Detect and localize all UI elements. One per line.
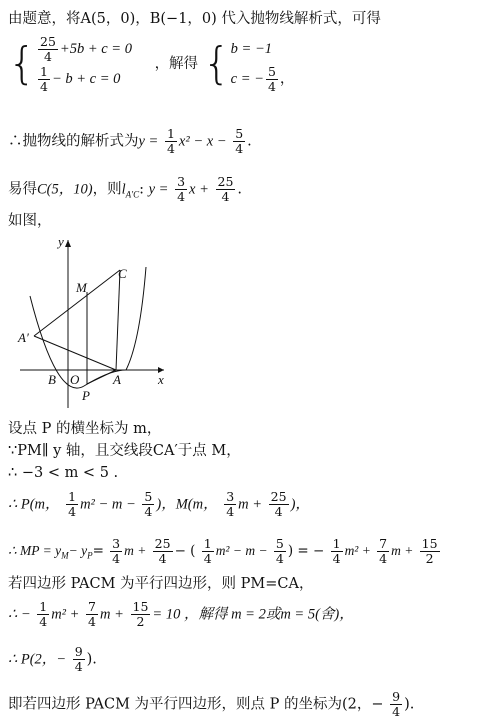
line-p-result: ∴ P(2，− $\frac{9}{4}$ ). <box>8 644 97 674</box>
label-m: M <box>76 280 87 295</box>
line-parabola: ∴抛物线的解析式为y = $\frac{1}{4}$ x² − x − $\frac{5}{4}$ . <box>8 126 252 156</box>
label-p: P <box>82 388 90 403</box>
system-2 <box>231 34 295 94</box>
system-1-row-1: $\frac{25}{4}$ +5b + c = 0 <box>40 33 132 64</box>
equation-system <box>8 34 294 94</box>
label-a-prime: A′ <box>18 330 29 345</box>
system-2-row-1: b = −1 <box>230 41 272 57</box>
line-figure-label: 如图， <box>8 213 52 229</box>
system-1-row-2: $\frac{1}{4}$ − b + c = 0 <box>40 63 121 94</box>
y-arrow <box>65 240 71 247</box>
system-1 <box>36 34 132 94</box>
solve-word: ，解得 <box>154 56 199 72</box>
segment-a1-a <box>34 336 116 370</box>
figure <box>12 232 172 410</box>
label-x: x <box>158 372 164 387</box>
line-intro: 由题意，将A(5，0)，B(−1，0) 代入抛物线解析式，可得 <box>8 11 381 27</box>
system-2-row-2: c = − $\frac{5}{4}$ ， <box>230 63 295 94</box>
line-set-p: 设点 P 的横坐标为 m， <box>8 421 162 437</box>
left-brace-1: { <box>8 38 36 89</box>
line-mp-length: ∴ MP = $y_M- y_P=$ $\frac{3}{4}$ m + $\frac{25}{4}$ − ( $\frac{1}{4}$ m² − m − $\frac{5}{4}$ ) = − $\frac{1}{4}$ m² + $\frac{7}{4}$ m + $\frac{15}{2}$ <box>8 536 438 566</box>
line-solve-m: ∴ − $\frac{1}{4}$ m² + $\frac{7}{4}$ m + $\frac{15}{2}$ = 10 ，解得 m = 2或m = 5(舍)， <box>8 599 354 629</box>
line-pm-parallel: ∵PM∥ y 轴，且交线段CA′于点 M， <box>8 443 241 459</box>
line-p-m-coords: ∴ P(m， $\frac{1}{4}$ m² − m − $\frac{5}{4}$ )，M(m， $\frac{3}{4}$ m + $\frac{25}{4}$ )， <box>8 489 310 519</box>
label-b: B <box>48 372 56 387</box>
line-m-range: ∴ −3 < m < 5 . <box>8 465 119 481</box>
line-line-ac: 易得C(5，10)，则$l_{A'C}$: y = $\frac{3}{4}$ x + $\frac{25}{4}$ . <box>8 174 243 204</box>
left-brace-2: { <box>202 38 231 89</box>
line-conclusion: 即若四边形 PACM 为平行四边形，则点 P 的坐标为(2，− $\frac{9}{4}$ ). <box>8 689 415 719</box>
line-parallelogram: 若四边形 PACM 为平行四边形，则 PM=CA， <box>8 576 314 592</box>
segment-c-a <box>116 270 120 370</box>
label-y: y <box>58 234 64 249</box>
label-a: A <box>113 372 121 387</box>
label-o: O <box>70 372 80 387</box>
segment-p-a <box>87 370 116 384</box>
label-c: C <box>118 266 127 281</box>
